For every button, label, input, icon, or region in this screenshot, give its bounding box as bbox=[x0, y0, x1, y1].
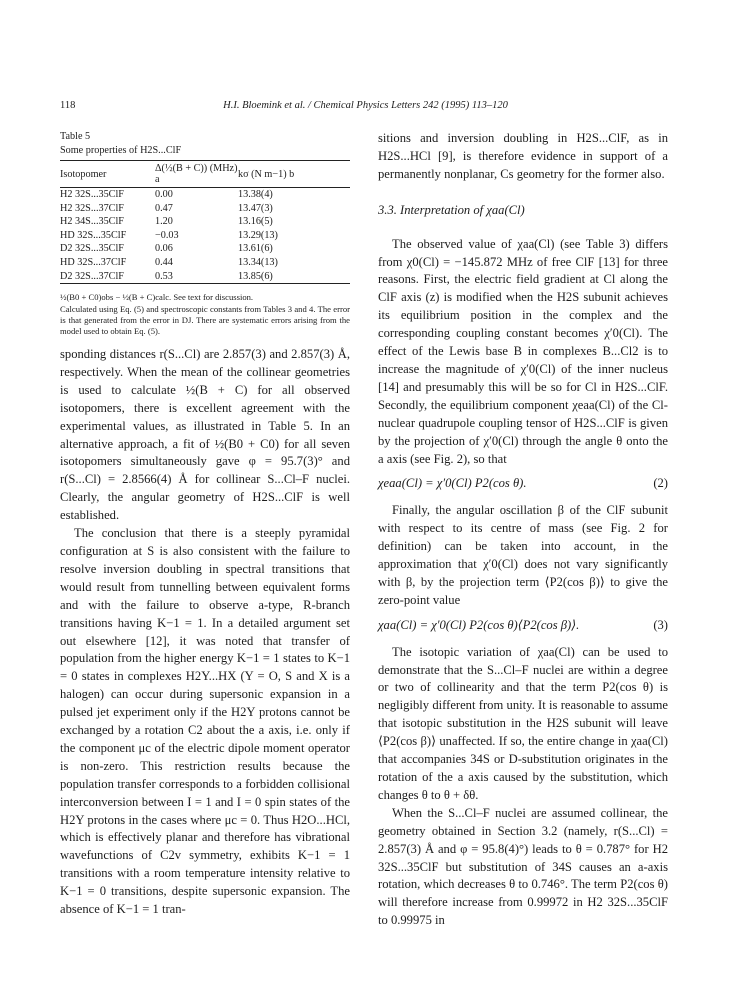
paragraph: The observed value of χaa(Cl) (see Table 3) differs from χ0(Cl) = −145.872 MHz of free ClF [13] for three reasons. First, the electric field gradient at Cl along the ClF axis (z) is modified when the H2S subunit achieves its equilibrium position in the complex and the corresponding coupling constant becomes χ′0(Cl). The effect of the Lewis base B in complexes B...Cl2 is to increase the magnitude of χ′0(Cl) of the inner nucleus [14] and presumably this will be so for Cl in H2S...ClF. Secondly, the equilibrium component χeaa(Cl) of the Cl-nuclear quadrupole coupling tensor of H2S...ClF is given by the projection of χ′0(Cl) through the angle θ onto the a axis (see Fig. 2), so that bbox=[378, 236, 668, 466]
cell-k: 13.29(13) bbox=[238, 229, 278, 241]
table-footnotes bbox=[60, 292, 350, 338]
cell-isotopomer: HD 32S...35ClF bbox=[60, 229, 127, 241]
table-row bbox=[60, 188, 350, 202]
paragraph: sponding distances r(S...Cl) are 2.857(3) and 2.857(3) Å, respectively. When the mean of the collinear geometries is used to calculate ½(B + C) for all observed isotopomers, there is excellent agreement with the experimental values, as illustrated in Table 5. In an alternative approach, a fit of ½(B0 + C0) for all seven isotopomers simultaneously gave φ = 95.7(3)° and r(S...Cl) = 2.8566(4) Å for collinear S...Cl–F nuclei. Clearly, the angular geometry of H2S...ClF is well established. bbox=[60, 347, 350, 523]
cell-isotopomer: H2 32S...35ClF bbox=[60, 189, 124, 200]
col-header-delta: Δ(½(B + C)) (MHz) a bbox=[155, 163, 238, 185]
cell-delta: 0.47 bbox=[155, 202, 173, 214]
table-row bbox=[60, 270, 350, 284]
cell-k: 13.85(6) bbox=[238, 270, 350, 284]
cell-k: 13.47(3) bbox=[238, 202, 273, 214]
table-row bbox=[60, 242, 350, 256]
cell-delta: 0.53 bbox=[155, 270, 238, 284]
cell-isotopomer: D2 32S...35ClF bbox=[60, 243, 124, 255]
paragraph: The isotopic variation of χaa(Cl) can be used to demonstrate that the S...Cl–F nuclei are within a degree or two of collinearity and that the term P2(cos θ) is negligibly different from unity. It is reasonable to assume that isotopic substitution in the H2S subunit will leave ⟨P2(cos β)⟩ unaffected. If so, the entire change in χaa(Cl) that accompanies 34S or D-substitution originates in the rotation of the a axis caused by the substitution, which changes θ to θ + δθ. bbox=[378, 644, 668, 802]
cell-delta: 0.06 bbox=[155, 243, 173, 255]
left-column bbox=[60, 346, 350, 919]
equation-2-number: (2) bbox=[653, 476, 668, 491]
equation-3 bbox=[378, 617, 668, 635]
cell-k: 13.38(4) bbox=[238, 189, 273, 200]
equation-2-body: χeaa(Cl) = χ′0(Cl) P2(cos θ). bbox=[378, 476, 527, 491]
cell-k: 13.34(13) bbox=[238, 256, 278, 268]
cell-isotopomer: D2 32S...37ClF bbox=[60, 270, 155, 284]
cell-isotopomer: HD 32S...37ClF bbox=[60, 256, 127, 268]
page-number: 118 bbox=[60, 100, 76, 111]
table-title: Some properties of H2S...ClF bbox=[60, 144, 182, 156]
cell-isotopomer: H2 34S...35ClF bbox=[60, 216, 124, 228]
col-header-k: kσ (N m−1) b bbox=[238, 168, 295, 180]
equation-3-number: (3) bbox=[653, 617, 668, 632]
table-row bbox=[60, 215, 350, 229]
cell-delta: 0.00 bbox=[155, 189, 173, 200]
cell-delta: 0.44 bbox=[155, 256, 173, 268]
cell-k: 13.16(5) bbox=[238, 216, 273, 228]
equation-3-body: χaa(Cl) = χ′0(Cl) P2(cos θ)⟨P2(cos β)⟩. bbox=[378, 617, 580, 632]
cell-delta: 1.20 bbox=[155, 216, 173, 228]
running-head: H.I. Bloemink et al. / Chemical Physics Letters 242 (1995) 113–120 bbox=[223, 100, 508, 111]
table-row bbox=[60, 229, 350, 243]
section-heading: 3.3. Interpretation of χaa(Cl) bbox=[378, 202, 525, 217]
right-column bbox=[378, 130, 668, 930]
footnote-b: Calculated using Eq. (5) and spectroscopic constants from Tables 3 and 4. The error is that generated from the error in DJ. There are systematic errors arising from the model used to obtain Eq. (5). bbox=[60, 303, 350, 337]
footnote-a: ½(B0 + C0)obs − ½(B + C)calc. See text for discussion. bbox=[60, 292, 254, 303]
table-row bbox=[60, 202, 350, 216]
paragraph: When the S...Cl–F nuclei are assumed collinear, the geometry obtained in Section 3.2 (namely, r(S...Cl) = 2.857(3) Å and φ = 95.8(4)°) leads to θ = 0.787° for H2 32S...35ClF but substitution of 34S causes an a-axis rotation, which decreases θ to 0.746°. The term P2(cos θ) will therefore increase from 0.99972 in H2 32S...35ClF to 0.99975 in bbox=[378, 805, 668, 928]
col-header-isotopomer: Isotopomer bbox=[60, 168, 107, 180]
cell-delta: −0.03 bbox=[155, 229, 179, 241]
equation-2 bbox=[378, 475, 668, 493]
properties-table bbox=[60, 160, 350, 284]
paragraph: Finally, the angular oscillation β of the ClF subunit with respect to its centre of mass (see Fig. 2 for definition) can be taken into account, in the approximation that χ′0(Cl) does not vary significantly with β, by the projection term ⟨P2(cos β)⟩ to give the zero-point value bbox=[378, 503, 668, 607]
paragraph: The conclusion that there is a steeply pyramidal configuration at S is also consistent with the failure to resolve inversion doubling in spectral transitions that would result from tunnelling between equivalent forms and with the failure to observe a-type, R-branch transitions having K−1 = 1. In a detailed argument set out elsewhere [12], it was noted that transfer of population from the higher energy K−1 = 1 states to K−1 = 0 states in complexes H2Y...HX (Y = O, S and X is a halogen) can occur during supersonic expansion in a pulsed jet experiment only if the H2Y protons cannot be exchanged by a rotation C2 about the a axis, i.e. only if the component μc of the electric dipole moment operator is non-zero. This restriction results because the population transfer corresponds to a forbidden collisional interconversion between I = 1 and I = 0 spin states of the H2Y protons in the cases where μc = 0. Thus H2O...HCl, which is effectively planar and therefore has vibrational wavefunctions of C2v symmetry, exhibits K−1 = 1 transitions with a room temperature intensity relative to K−1 = 0 transitions, despite supersonic expansion. The absence of K−1 = 1 tran- bbox=[60, 526, 350, 917]
cell-k: 13.61(6) bbox=[238, 243, 273, 255]
paragraph: sitions and inversion doubling in H2S...ClF, as in H2S...HCl [9], is therefore evidence in support of a permanently nonplanar, Cs geometry for the former also. bbox=[378, 131, 668, 181]
table-label: Table 5 bbox=[60, 131, 91, 142]
cell-isotopomer: H2 32S...37ClF bbox=[60, 202, 124, 214]
table-row bbox=[60, 256, 350, 270]
table-5 bbox=[60, 130, 350, 338]
